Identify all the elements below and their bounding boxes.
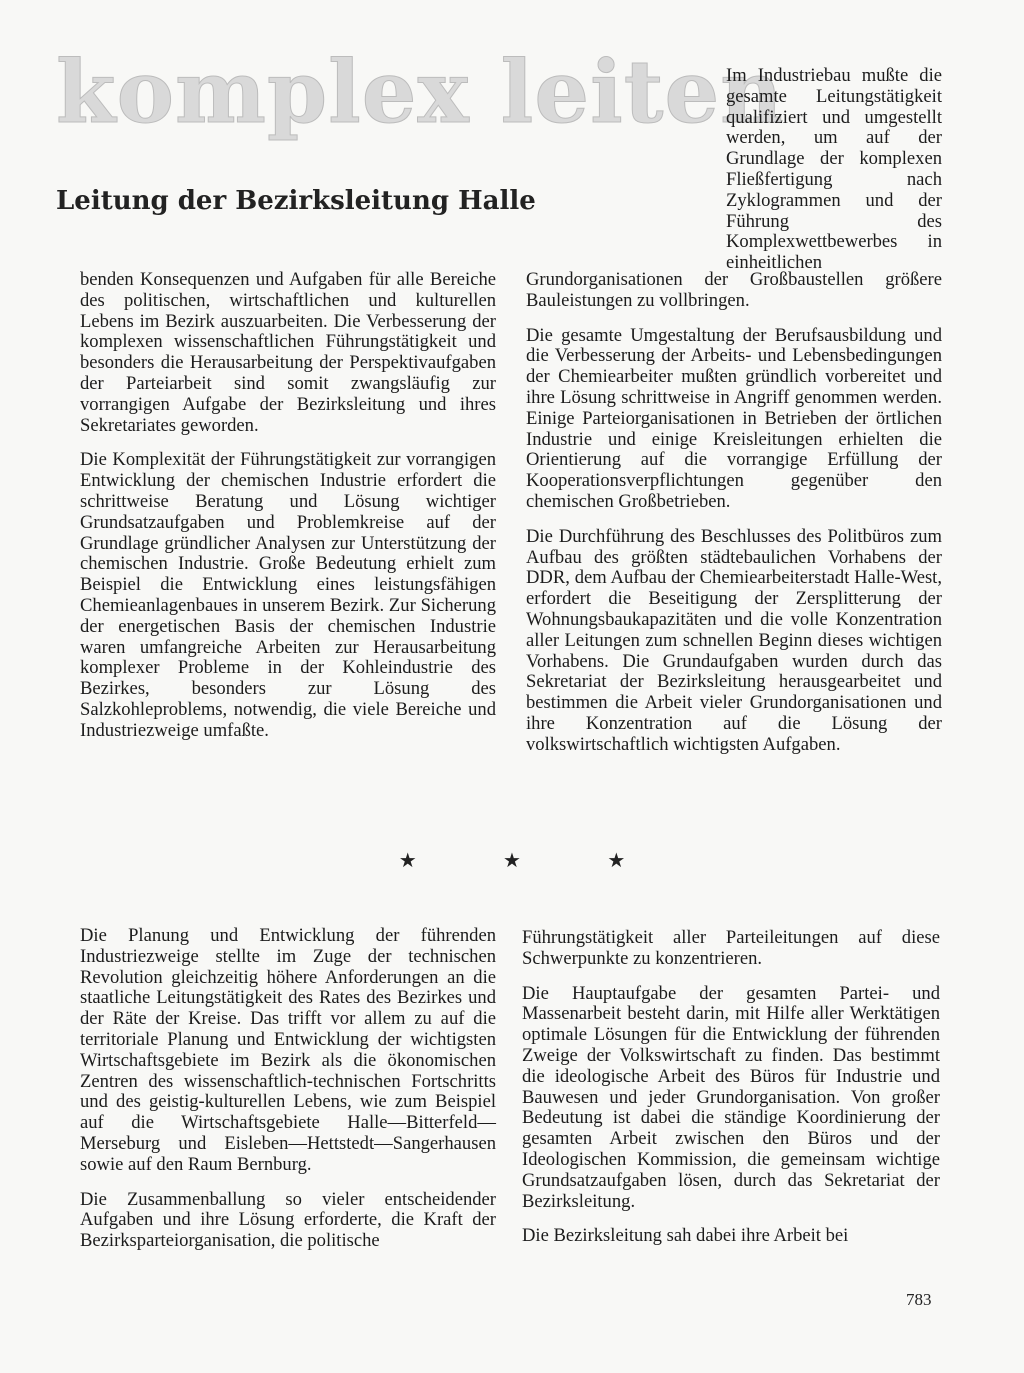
intro-paragraph: Im Industriebau mußte die gesamte Leitungstätigkeit qualifiziert und umgestellt werden, um auf der Grundlage der komplexen Fließfertigung nach Zyklogrammen und der Führung des Komplexwettbewerbes in einheitlichen [726, 65, 942, 274]
right-column-top [526, 270, 942, 770]
paragraph: Die gesamte Umgestaltung der Berufsausbildung und die Verbesserung der Arbeits- und Lebensbedingungen der Chemiearbeiter mußten gründlich vorbereitet und ihre Lösung schrittweise in Angriff genommen werden. Einige Parteiorganisationen in Betrieben der örtlichen Industrie und einige Kreisleitungen erhielten die Orientierung auf die vorrangige Erfüllung der Kooperationsverpflichtungen gegenüber den chemischen Großbetrieben. [526, 324, 942, 512]
paragraph: Die Durchführung des Beschlusses des Politbüros zum Aufbau des größten städtebaulichen Vorhabens der DDR, dem Aufbau der Chemiearbeiterstadt Halle-West, erfordert die Beseitigung der Zersplitterung der Wohnungsbaukapazitäten und die volle Konzentration aller Leitungen zum schnellen Beginn dieses wichtigen Vorhabens. Die Grundaufgaben wurden durch das Sekretariat der Bezirksleitung herausgearbeitet und bestimmen die Arbeit vieler Grundorganisationen und ihre Konzentration auf die Lösung der volkswirtschaftlich wichtigsten Aufgaben. [526, 525, 942, 755]
paragraph: Die Komplexität der Führungstätigkeit zur vorrangigen Entwicklung der chemischen Industrie erfordert die schrittweise Beratung und Lösung wichtiger Grundsatzaufgaben und Problemkreise auf der Grundlage gründlicher Analysen zur Unterstützung der chemischen Industrie. Große Bedeutung erhielt zum Beispiel die Entwicklung eines leistungsfähigen Chemieanlagenbaues in unserem Bezirk. Zur Sicherung der energetischen Basis der chemischen Industrie waren umfangreiche Arbeiten zur Herausarbeitung komplexer Probleme in der Kohleindustrie des Bezirkes, besonders zur Lösung des Salzkohleproblems, notwendig, die viele Bereiche und Industriezweige umfaßte. [80, 449, 496, 741]
paragraph: Grundorganisationen der Großbaustellen größere Bauleistungen zu vollbringen. [526, 269, 942, 311]
page-title: komplex leiten [56, 42, 784, 143]
star-icon: ★ [503, 848, 521, 872]
paragraph: Führungstätigkeit aller Parteileitungen auf diese Schwerpunkte zu konzentrieren. [522, 927, 940, 969]
left-column-bottom [80, 926, 496, 1266]
paragraph: Die Planung und Entwicklung der führenden Industriezweige stellte im Zuge der technischen Revolution gleichzeitig höhere Anforderungen an die staatliche Leitungstätigkeit des Rates des Bezirkes und der Räte der Kreise. Das trifft vor allem zu auf die territoriale Planung und Entwicklung der wichtigsten Wirtschaftsgebiete im Bezirk als die ökonomischen Zentren des wissenschaftlich-technischen Fortschritts und des geistig-kulturellen Lebens, wie zum Beispiel auf die Wirtschaftsgebiete Halle—Bitterfeld—Merseburg und Eisleben—Hettstedt—Sangerhausen sowie auf den Raum Bernburg. [80, 925, 496, 1175]
paragraph: Die Bezirksleitung sah dabei ihre Arbeit bei [522, 1225, 849, 1247]
section-separator [0, 848, 1024, 872]
paragraph: benden Konsequenzen und Aufgaben für alle Bereiche des politischen, wirtschaftlichen und kulturellen Lebens im Bezirk auszuarbeiten. Die Verbesserung der komplexen wissenschaftlichen Führungstätigkeit und besonders die Herausarbeitung der Perspektivaufgaben der Parteiarbeit sind somit zwangsläufig zur vorrangigen Aufgabe der Bezirksleitung und ihres Sekretariates geworden. [80, 269, 496, 436]
paragraph: Die Hauptaufgabe der gesamten Partei- und Massenarbeit besteht darin, mit Hilfe aller Werktätigen optimale Lösungen für die Entwicklung der führenden Zweige der Volkswirtschaft zu finden. Das bestimmt die ideologische Arbeit des Büros für Industrie und Bauwesen und jeder Grundorganisation. Von großer Bedeutung ist dabei die ständige Koordinierung der gesamten Arbeit zwischen den Büros und der Ideologischen Kommission, die gemeinsam wichtige Grundsatzaufgaben lösen, durch das Sekretariat der Bezirksleitung. [522, 982, 940, 1212]
star-icon: ★ [398, 848, 417, 872]
star-icon: ★ [607, 848, 626, 872]
right-column-bottom [522, 928, 940, 1261]
page-subtitle: Leitung der Bezirksleitung Halle [56, 186, 536, 216]
page-number: 783 [906, 1290, 932, 1309]
intro-column [726, 66, 942, 285]
paragraph: Die Zusammenballung so vieler entscheidender Aufgaben und ihre Lösung erforderte, die Kraft der Bezirksparteiorganisation, die politische [80, 1188, 496, 1252]
left-column-top [80, 270, 496, 756]
